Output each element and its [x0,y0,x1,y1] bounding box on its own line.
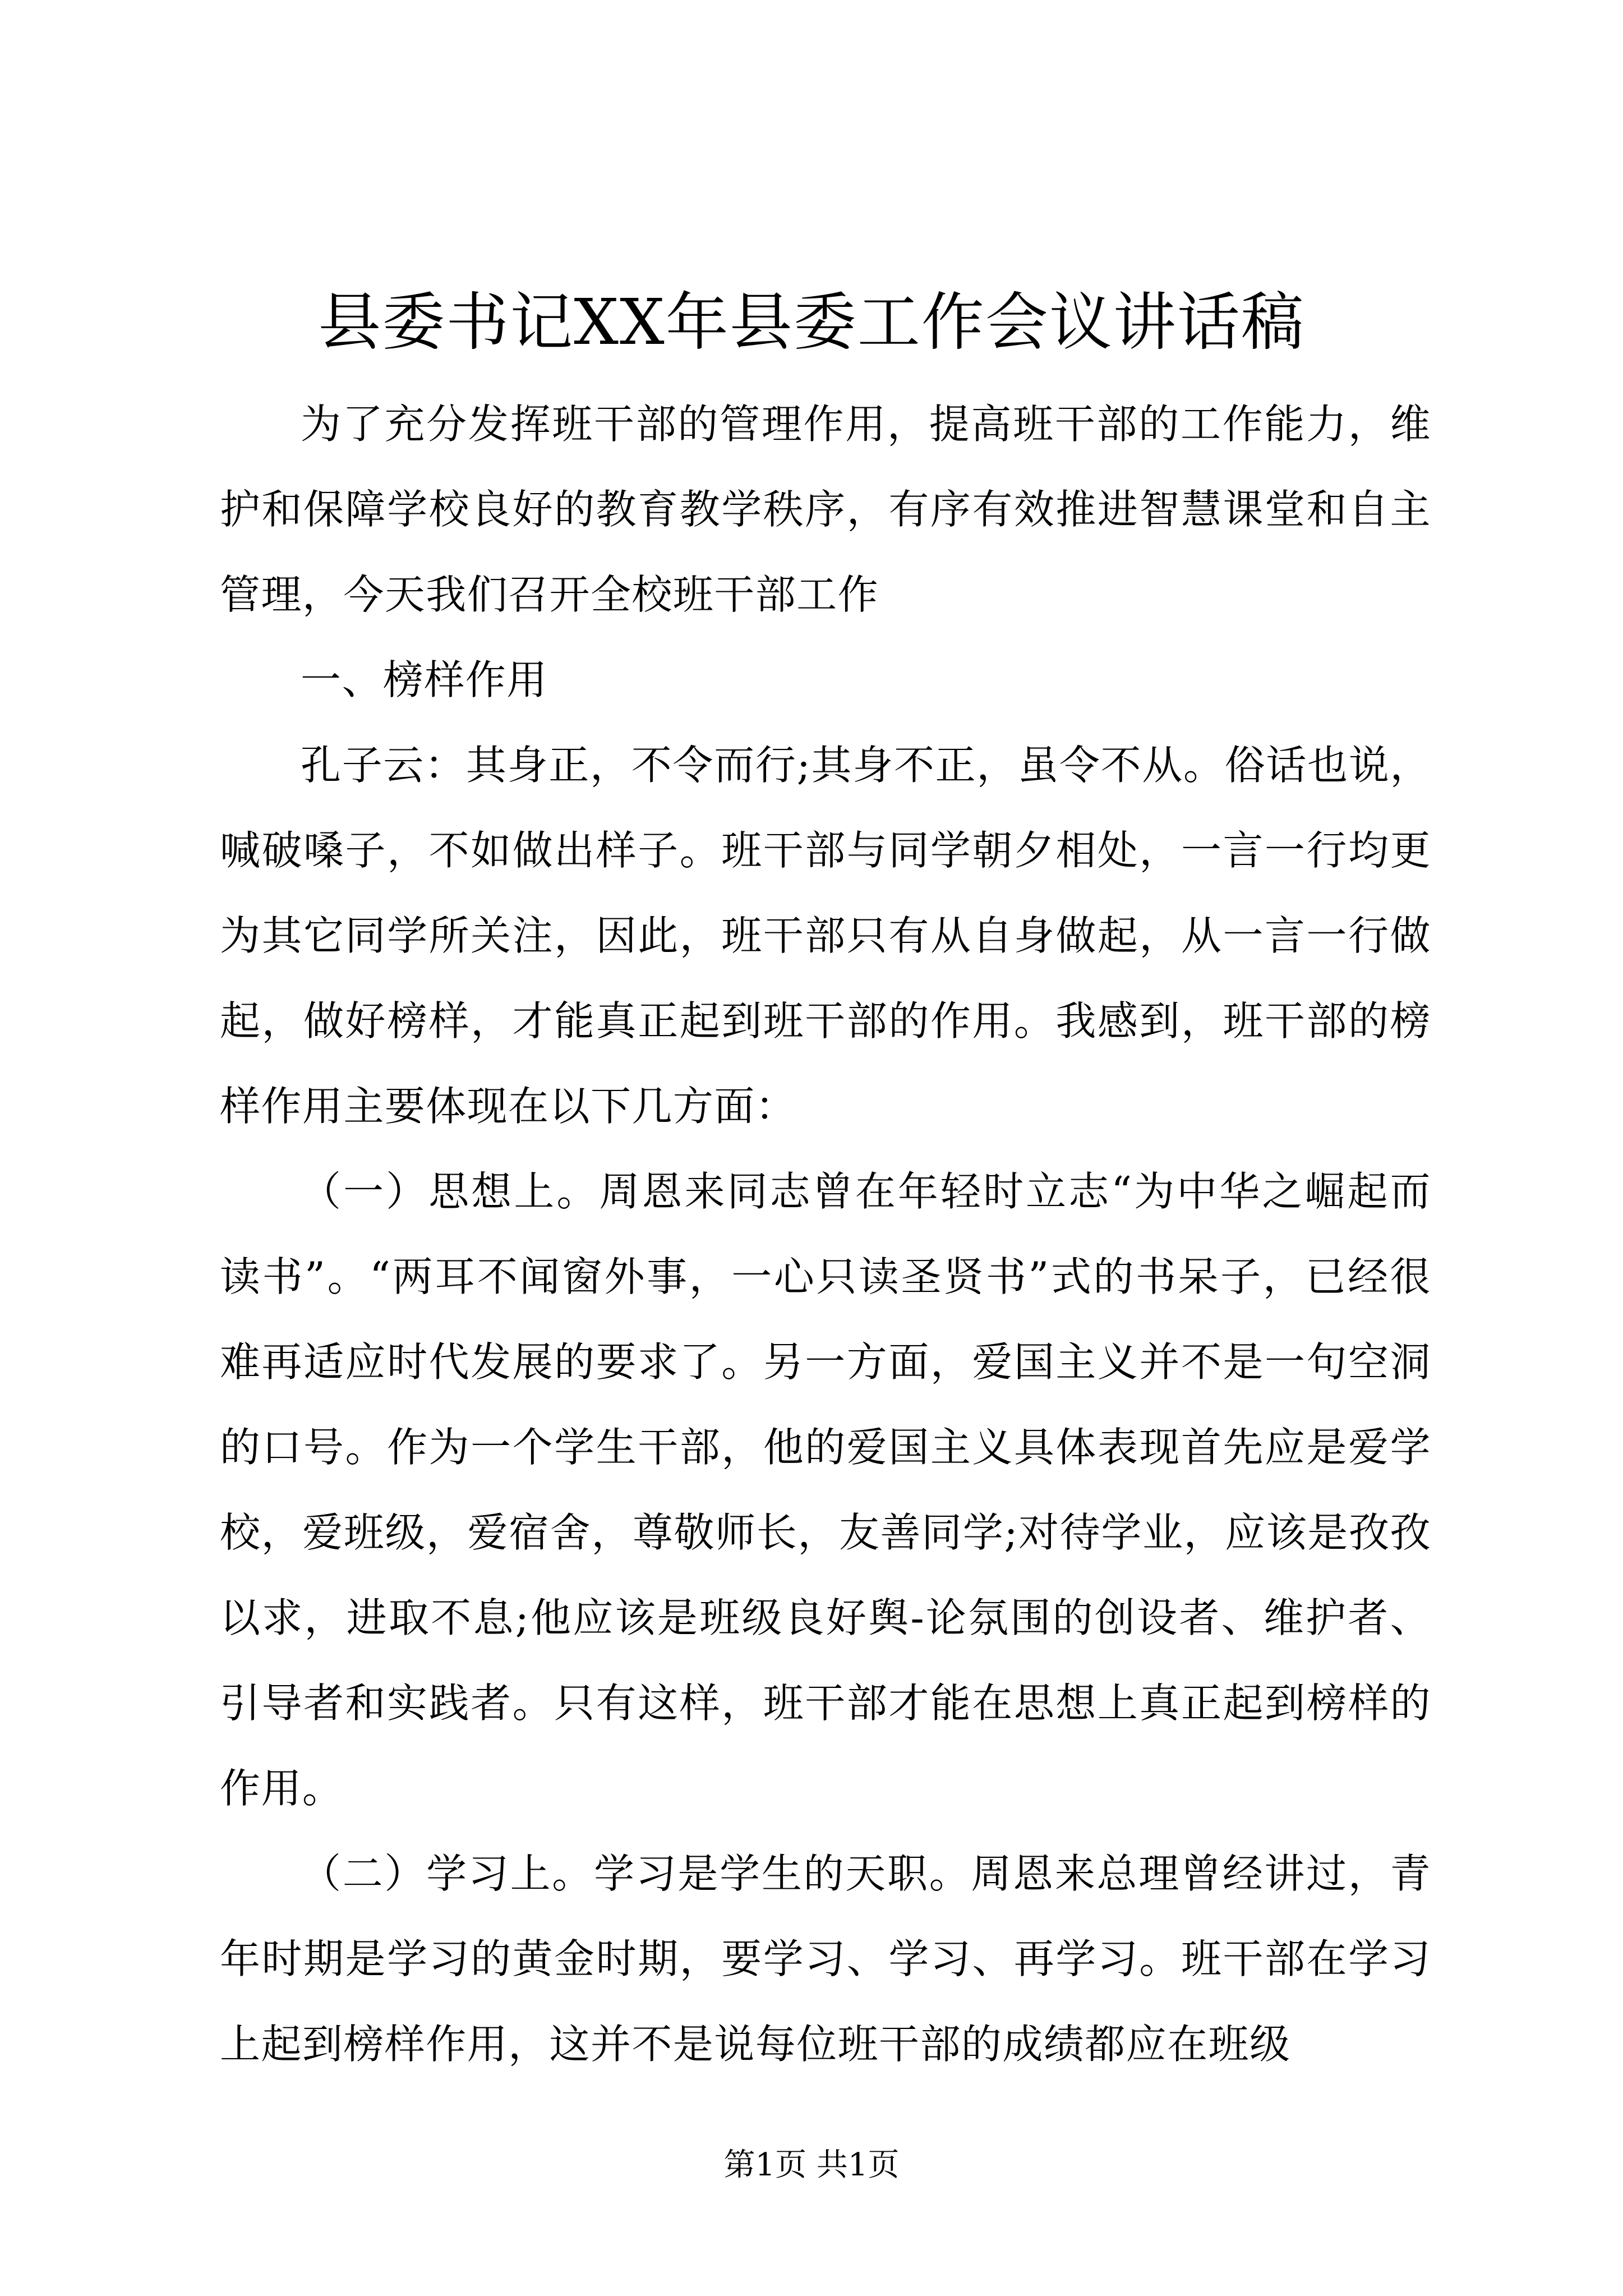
paragraph-intro: 为了充分发挥班干部的管理作用，提高班干部的工作能力，维护和保障学校良好的教育教学秩序，有序有效推进智慧课堂和自主管理，今天我们召开全校班干部工作 [220,401,1431,618]
page-footer: 第1页 共1页 [723,2147,900,2183]
section-heading: 一、榜样作用 [301,656,548,703]
paragraph-thought: （一）思想上。周恩来同志曾在年轻时立志“为中华之崛起而读书”。“两耳不闻窗外事，一心只读圣贤书”式的书呆子，已经很难再适应时代发展的要求了。另一方面，爱国主义并不是一句空洞的口号。作为一个学生干部，他的爱国主义具体表现首先应是爱学校，爱班级，爱宿舍，尊敬师长，友善同学;对待学业，应该是孜孜以求，进取不息;他应该是班级良好舆-论氛围的创设者、维护者、引导者和实践者。只有这样，班干部才能在思想上真正起到榜样的作用。 [220,1168,1431,1812]
document-body [220,381,1431,2087]
document-title: 县委书记XX年县委工作会议讲话稿 [318,286,1305,359]
paragraph-study: （二）学习上。学习是学生的天职。周恩来总理曾经讲过，青年时期是学习的黄金时期，要学习、学习、再学习。班干部在学习上起到榜样作用，这并不是说每位班干部的成绩都应在班级 [220,1850,1431,2068]
paragraph-role-model: 孔子云：其身正，不令而行;其身不正，虽令不从。俗话也说，喊破嗓子，不如做出样子。班干部与同学朝夕相处，一言一行均更为其它同学所关注，因此，班干部只有从自身做起，从一言一行做起，做好榜样，才能真正起到班干部的作用。我感到，班干部的榜样作用主要体现在以下几方面： [220,742,1431,1130]
